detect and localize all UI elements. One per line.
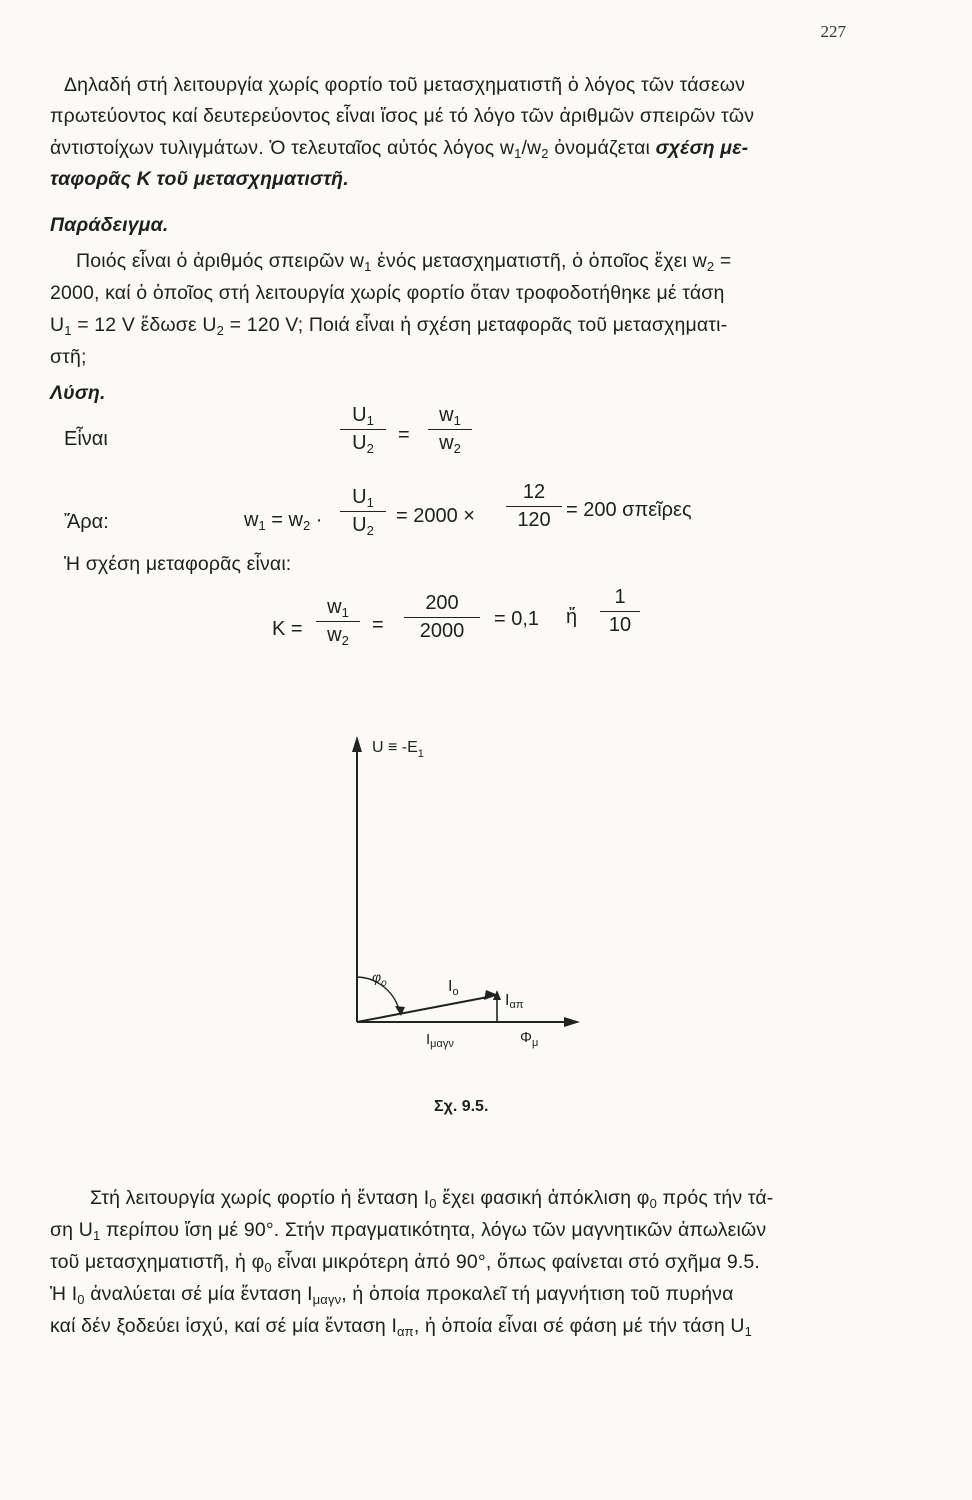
eq3-k: K = (272, 618, 303, 640)
para2-line3: $U_1 = 12$ V ἔδωσε $U_2 = 120$ V; Ποιά εἶναι ἡ σχέση μεταφορᾶς τοῦ μετασχηματι- (50, 314, 728, 338)
para1-line2: πρωτεύοντος καί δευτερεύοντος εἶναι ἴσος μέ τό λόγο τῶν ἀριθμῶν σπειρῶν τῶν (50, 105, 755, 127)
eq3-equals: = (372, 614, 384, 636)
i0-label: $I_o$ (448, 978, 459, 998)
page-number: 227 (820, 22, 846, 41)
para1-line4: ταφορᾶς K τοῦ μετασχηματιστῆ. (50, 168, 349, 190)
para3-line4: Ἡ $I_0$ ἀναλύεται σέ μία ἔνταση $I_{\mu\alpha\gamma\nu}$, ἡ ὁποία προκαλεῖ τή μαγνήτιση τοῦ πυρήνα (50, 1283, 734, 1307)
eq1-frac-u: $U_1$ $U_2$ (340, 404, 386, 455)
ratio-intro: Ἡ σχέση μεταφορᾶς εἶναι: (64, 553, 292, 575)
para3-line2: ση $U_1$ περίπου ἴση μέ 90°. Στήν πραγματικότητα, λόγω τῶν μαγνητικῶν ἀπωλειῶν (50, 1219, 767, 1243)
phimu-label: $\Phi_\mu$ (520, 1029, 539, 1049)
i0-vector (357, 997, 488, 1022)
figure-caption: Σχ. 9.5. (434, 1098, 489, 1115)
iap-label: Iαπ (505, 992, 524, 1011)
eq3-frac-tenth: 1 10 (600, 586, 640, 637)
eq2-times: = 2000 × (396, 505, 475, 527)
para2-line4: στῆ; (50, 346, 87, 368)
para3-line3: τοῦ μετασχηματιστῆ, ἡ $\varphi_0$ εἶναι μικρότερη ἀπό 90°, ὅπως φαίνεται στό σχῆμα 9.5. (50, 1251, 760, 1275)
eq2-frac-u: $U_1$ $U_2$ (340, 486, 386, 537)
u-label: $U \equiv -E_1$ (372, 739, 424, 760)
eq1-equals: = (398, 424, 410, 446)
para1-line1: Δηλαδή στή λειτουργία χωρίς φορτίο τοῦ μετασχηματιστῆ ὁ λόγος τῶν τάσεων (64, 74, 745, 96)
example-heading: Παράδειγμα. (50, 214, 169, 236)
imagn-label: $I_{\mu\alpha\gamma\nu}$ (426, 1031, 454, 1050)
eq2-label: Ἄρα: (64, 511, 109, 533)
eq3-frac-num: 200 2000 (404, 592, 480, 643)
phi0-label: $\varphi_o$ (372, 969, 387, 989)
eq2-result: = 200 σπεῖρες (566, 499, 692, 521)
eq3-or: ἤ (566, 606, 578, 628)
eq2-frac-num: 12 120 (506, 481, 562, 532)
eq3-result: = 0,1 (494, 608, 540, 630)
eq3-frac-w: $w_1$ $w_2$ (316, 596, 360, 647)
para3-line5: καί δέν ξοδεύει ἰσχύ, καί σέ μία ἔνταση $I_{\alpha\pi}$, ἡ ὁποία εἶναι σέ φάση μέ τήν τάση $U_1$ (50, 1315, 753, 1339)
flux-arrowhead (564, 1017, 580, 1027)
u-arrowhead (352, 736, 362, 752)
para2-line1: Ποιός εἶναι ὁ ἀριθμός σπειρῶν $w_1$ ἑνός μετασχηματιστῆ, ὁ ὁποῖος ἔχει $w_2$ = (76, 250, 732, 274)
eq1-label: Εἶναι (64, 428, 108, 450)
eq1-frac-w: $w_1$ $w_2$ (428, 404, 472, 455)
para2-line2: 2000, καί ὁ ὁποῖος στή λειτουργία χωρίς φορτίο ὅταν τροφοδοτήθηκε μέ τάση (50, 282, 725, 304)
para3-line1: Στή λειτουργία χωρίς φορτίο ἡ ἔνταση $I_0$ ἔχει φασική ἀπόκλιση $\varphi_0$ πρός τήν τά- (90, 1187, 774, 1211)
eq2-lhs: $w_1 = w_2$ · (244, 509, 323, 533)
para1-line3: ἀντιστοίχων τυλιγμάτων. Ὁ τελευταῖος αὐτός λόγος $w_1/w_2$ ὀνομάζεται σχέση με- (50, 137, 749, 161)
solution-heading: Λύση. (50, 382, 106, 404)
